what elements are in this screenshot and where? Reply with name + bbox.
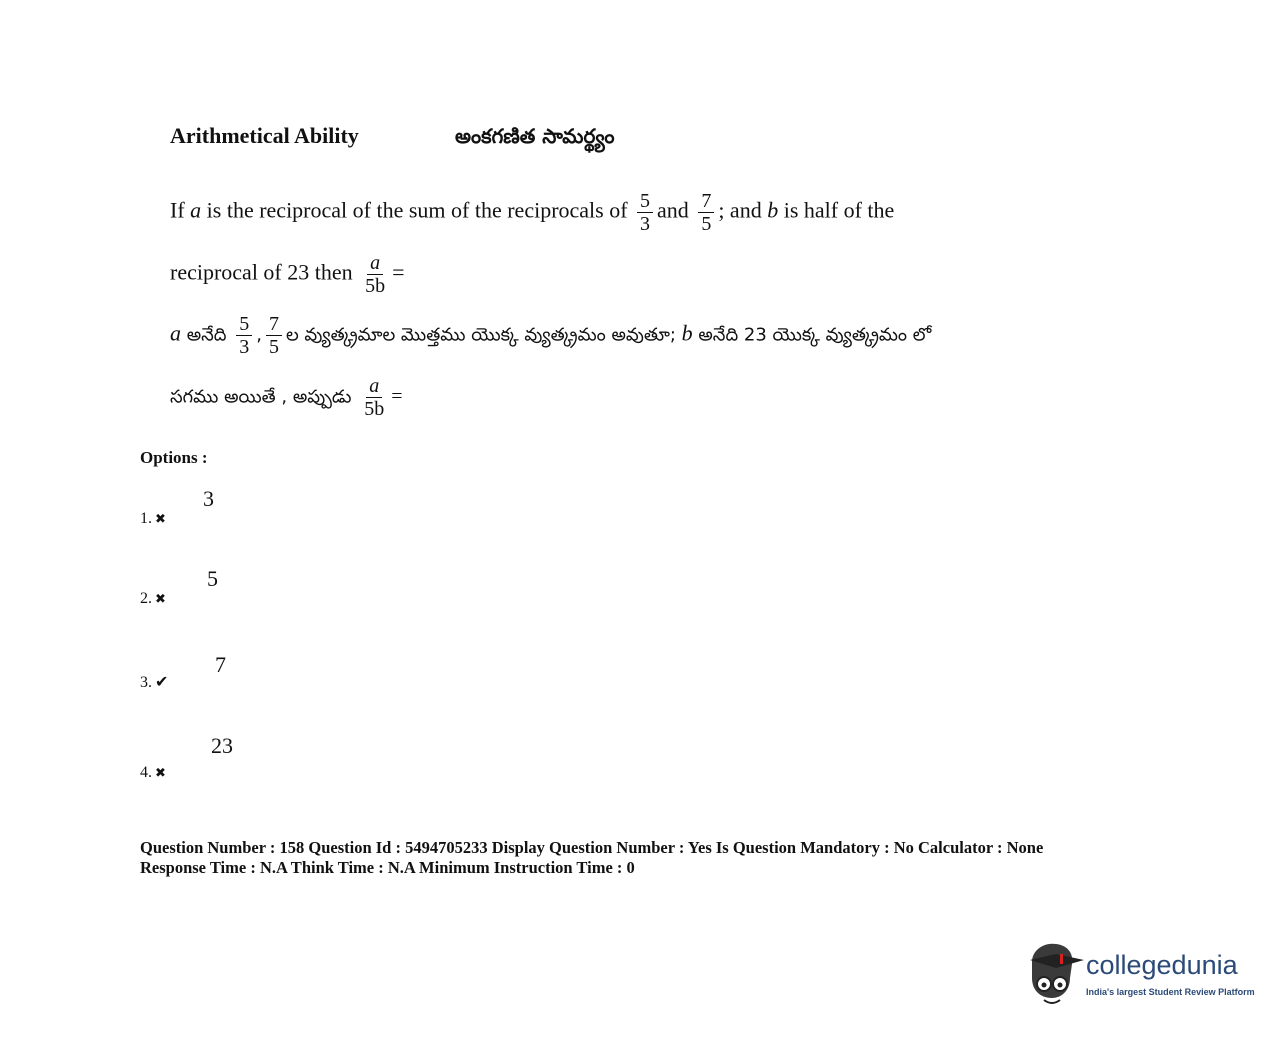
logo-tagline: India's largest Student Review Platform [1086, 987, 1255, 997]
student-mascot-icon [1026, 940, 1086, 1010]
option-3-value: 7 [215, 652, 226, 677]
logo-name: collegedunia [1086, 950, 1238, 980]
fraction-5-3: $\frac{5}{3}$ [637, 190, 653, 235]
cross-icon: ✖ [155, 766, 166, 781]
var-a: a [190, 197, 202, 223]
question-meta-line2: Response Time : N.A Think Time : N.A Minimum Instruction Time : 0 [140, 858, 635, 877]
options-label: Options : [140, 448, 208, 467]
check-icon: ✔ [155, 672, 169, 691]
section-title-en: Arithmetical Ability [170, 123, 359, 148]
fraction-a-5b: $\frac{a}{5b}$ [365, 252, 386, 297]
cross-icon: ✖ [155, 512, 166, 527]
option-1[interactable]: 1. ✖ [140, 510, 166, 527]
option-4[interactable]: 4. ✖ [140, 764, 166, 781]
collegedunia-logo[interactable] [1026, 940, 1256, 1010]
question-te-line1: a అనేది $\frac{5}{3}$ , $\frac{7}{5}$ ల వ్యుత్క్రమాల మొత్తము యొక్క వ్యుత్క్రమం అవుతూ; b అనేది 23 యొక్క వ్యుత్క్రమం లో [170, 313, 932, 358]
option-2[interactable]: 2. ✖ [140, 590, 166, 607]
fraction-te-a-5b: $\frac{a}{5b}$ [364, 375, 385, 420]
section-title-te: అంకగణిత సామర్థ్యం [455, 124, 615, 148]
option-2-value: 5 [207, 566, 218, 591]
option-3[interactable]: 3. ✔ [140, 672, 169, 691]
question-en-line1: If a is the reciprocal of the sum of the reciprocals of $\frac{5}{3}$ and $\frac{7}{5}$ ; and b is half of the [170, 190, 895, 235]
option-4-value: 23 [211, 733, 233, 758]
fraction-te-7-5: $\frac{7}{5}$ [266, 313, 282, 358]
var-b: b [767, 197, 779, 223]
question-en-line2: reciprocal of 23 then $\frac{a}{5b}$ = [170, 252, 405, 297]
fraction-7-5: $\frac{7}{5}$ [698, 190, 714, 235]
cross-icon: ✖ [155, 592, 166, 607]
fraction-te-5-3: $\frac{5}{3}$ [236, 313, 252, 358]
question-meta-line1: Question Number : 158 Question Id : 5494705233 Display Question Number : Yes Is Question Mandatory : No Calculator : None [140, 838, 1044, 857]
question-te-line2: సగము అయితే , అప్పుడు $\frac{a}{5b}$ = [170, 375, 403, 420]
option-1-value: 3 [203, 486, 214, 511]
